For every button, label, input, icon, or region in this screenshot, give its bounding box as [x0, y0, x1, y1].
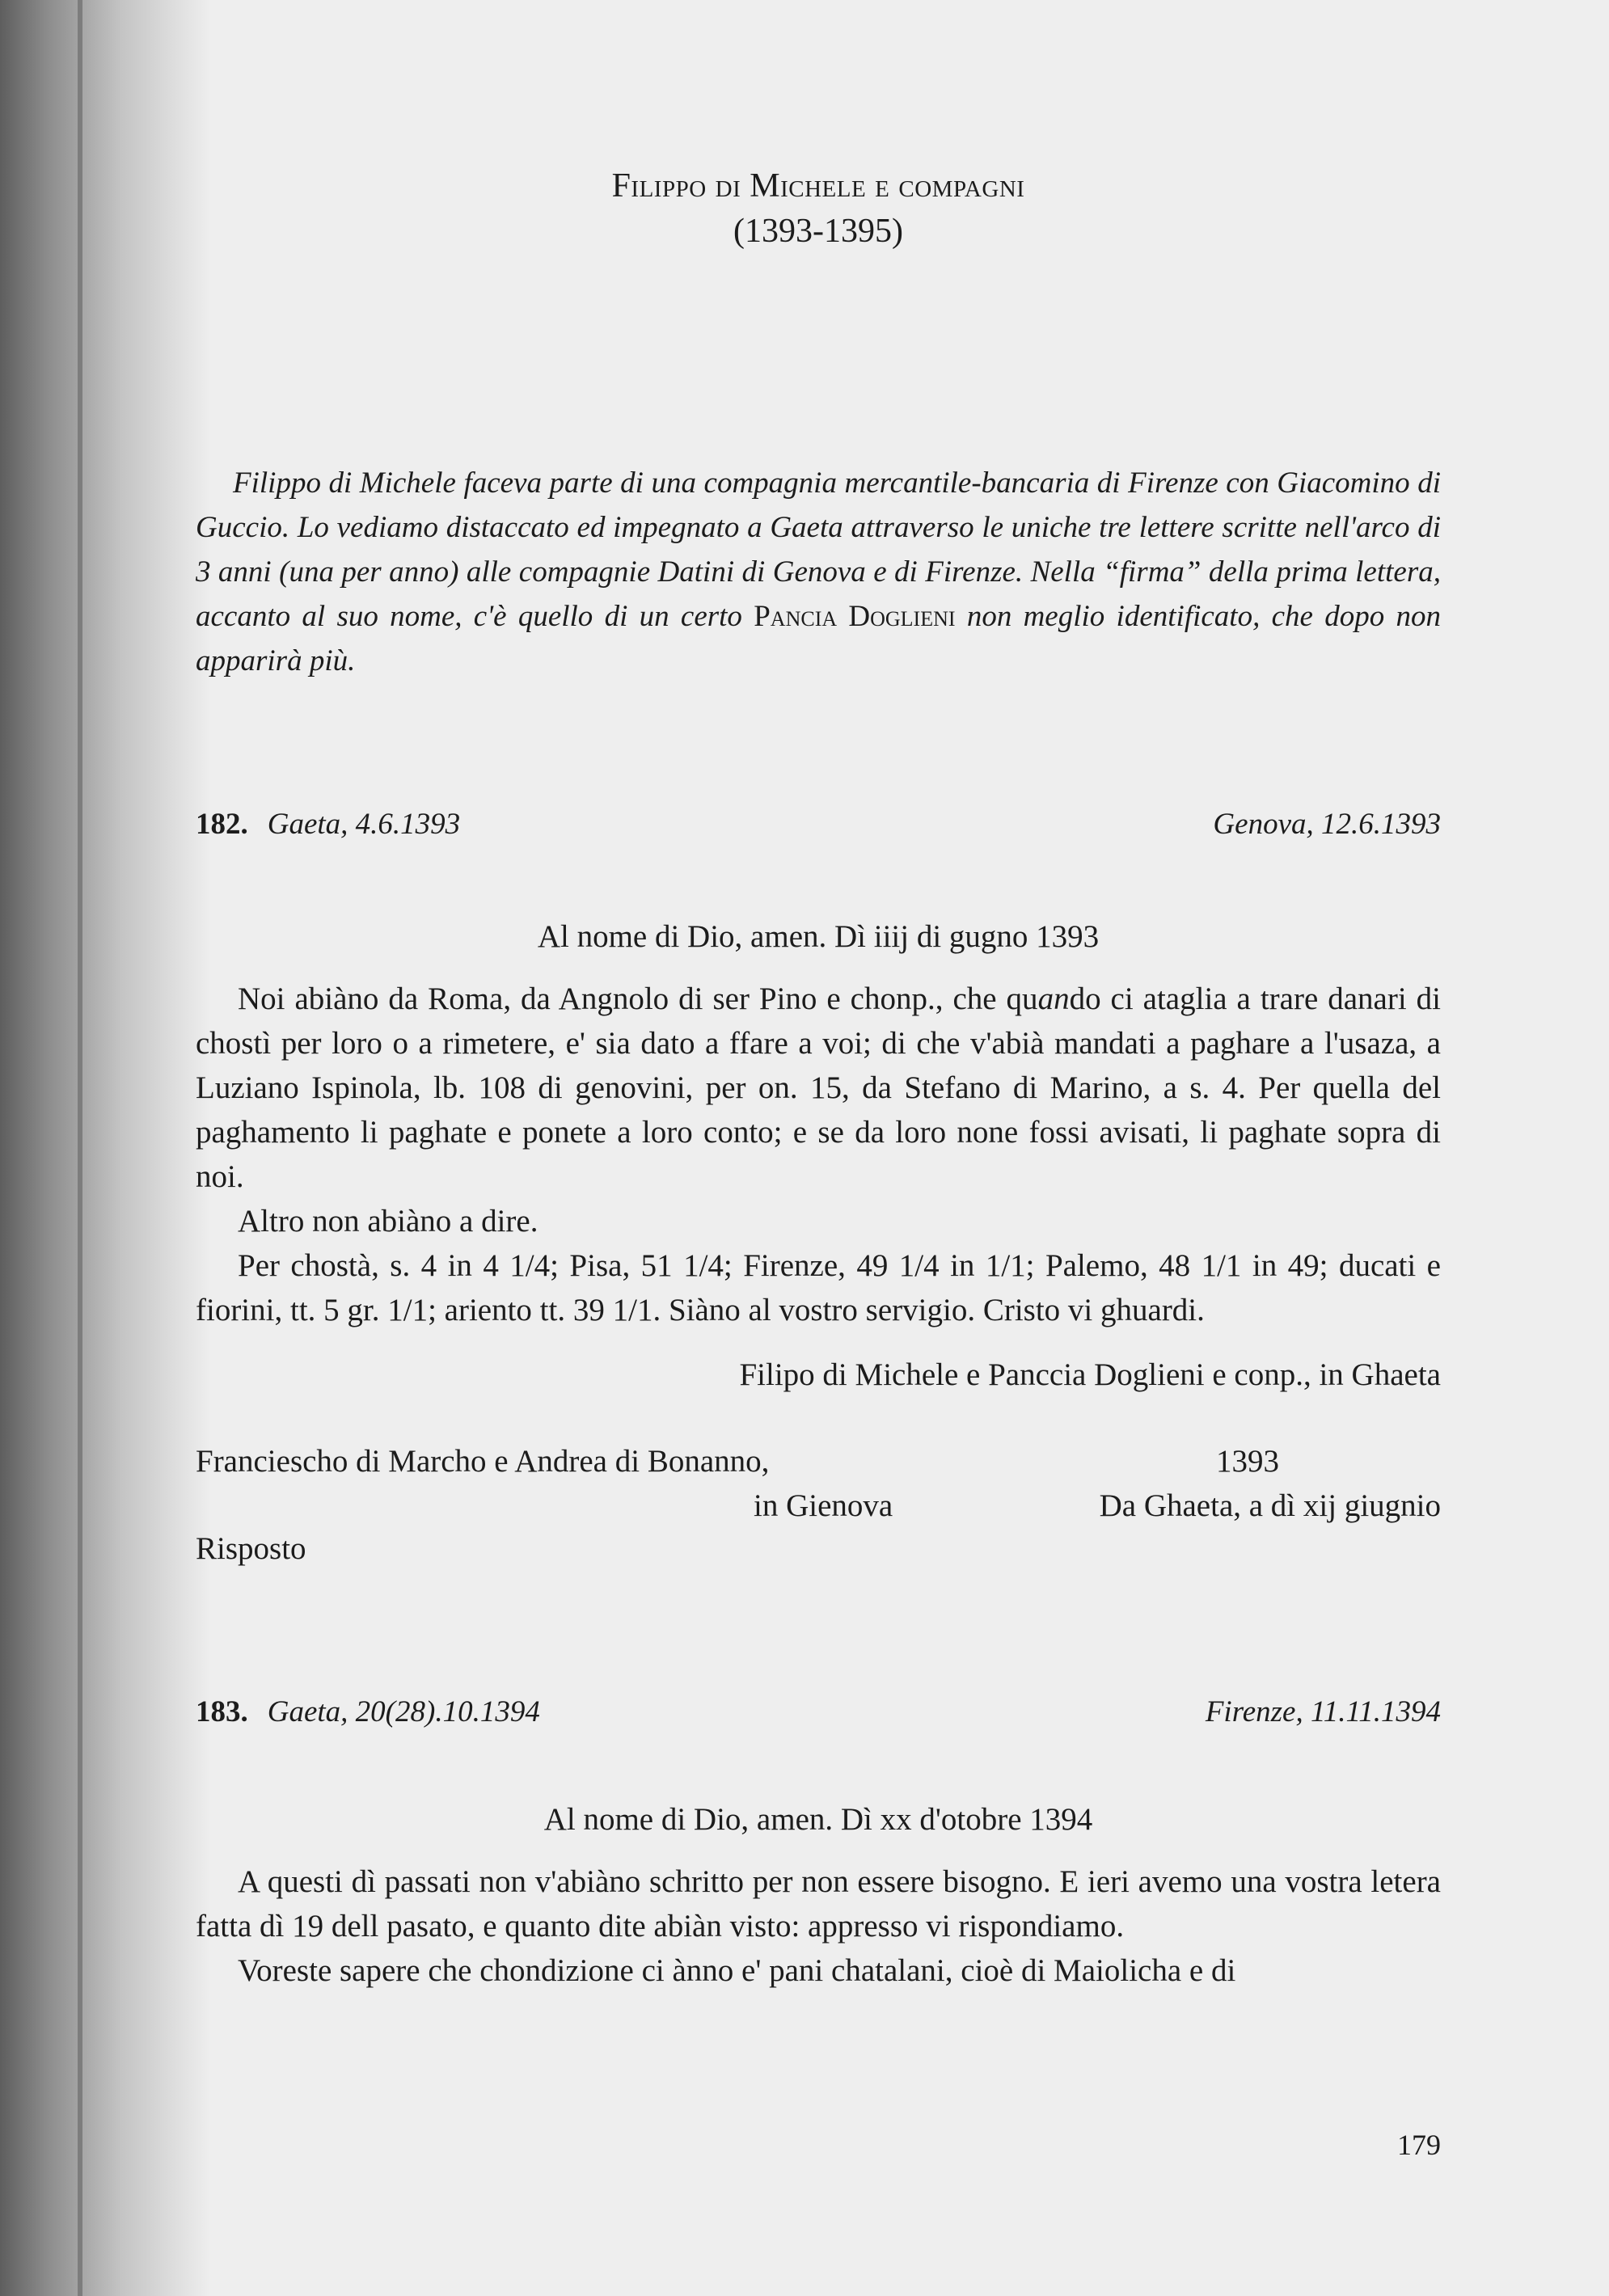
letter-body [196, 1859, 1441, 1993]
letter-header [196, 1695, 1441, 1729]
chapter-introduction [196, 461, 1441, 683]
chapter-title: Filippo di Michele e compagni [611, 167, 1025, 205]
letter-number: 182. [196, 808, 248, 841]
letter-date-line: Da Ghaeta, a dì xij giugnio [1099, 1488, 1441, 1523]
letter-invocation: Al nome di Dio, amen. Dì xx d'otobre 1394 [543, 1802, 1093, 1837]
book-page [196, 0, 1441, 2296]
letter-destination: Firenze, 11.11.1394 [1205, 1695, 1441, 1728]
letter-origin: Gaeta, 4.6.1393 [267, 808, 461, 841]
letter-place: in Gienova [754, 1488, 893, 1523]
letter-address-block [196, 1439, 1441, 1536]
intro-person-name: Pancia Doglieni [754, 600, 956, 633]
letter-body [196, 977, 1441, 1332]
page-number: 179 [1397, 2129, 1441, 2161]
chapter-dates: (1393-1395) [733, 213, 903, 250]
letter-addressee: Franciescho di Marcho e Andrea di Bonanno, [196, 1444, 770, 1479]
intro-text: Filippo di Michele faceva parte di una compagnia mercantile-bancaria di Firenze con Giacomino di Guccio. Lo vediamo distaccato ed impegnato a Gaeta attraverso le uniche tre lettere scritte nell'arco di 3 anni (una per anno) alle compagnie Datini di Genova e di Firenze. Nella “firma” della prima lettera, accanto al suo nome, c'è quello di un certo [196, 466, 1441, 633]
letter-signature: Filipo di Michele e Panccia Doglieni e conp., in Ghaeta [739, 1357, 1441, 1392]
letter-paragraph: Altro non abiàno a dire. [238, 1204, 538, 1239]
letter-header [196, 807, 1441, 842]
binding-shadow [0, 0, 210, 2296]
letter-paragraph: A questi dì passati non v'abiàno schritto per non essere bisogno. E ieri avemo una vostra letera fatta dì 19 dell pasato, e quanto dite abiàn visto: appresso vi rispondiamo. [196, 1864, 1441, 1944]
intro-text-end: non meglio identificato, che dopo non apparirà più. [196, 600, 1441, 677]
letter-year: 1393 [1216, 1444, 1279, 1479]
page-gutter-edge [78, 0, 82, 2296]
letter-number: 183. [196, 1695, 248, 1728]
letter-destination: Genova, 12.6.1393 [1213, 808, 1441, 841]
letter-paragraph: Per chostà, s. 4 in 4 1/4; Pisa, 51 1/4; Firenze, 49 1/4 in 1/1; Palemo, 48 1/1 in 49; ducati e fiorini, tt. 5 gr. 1/1; ariento tt. 39 1/1. Siàno al vostro servigio. Cristo vi ghuardi. [196, 1248, 1441, 1327]
letter-paragraph: Voreste sapere che chondizione ci ànno e' pani chatalani, cioè di Maiolicha e di [238, 1953, 1236, 1988]
letter-invocation: Al nome di Dio, amen. Dì iiij di gugno 1393 [537, 919, 1100, 954]
letter-reply-note: Risposto [196, 1531, 306, 1566]
letter-origin: Gaeta, 20(28).10.1394 [267, 1695, 540, 1728]
letter-paragraph: Noi abiàno da Roma, da Angnolo di ser Pino e chonp., che quando ci ataglia a trare danari di chostì per loro o a rimetere, e' sia dato a ffare a voi; di che v'abià mandati a paghare a l'usaza, a Luziano Ispinola, lb. 108 di genovini, per on. 15, da Stefano di Marino, a s. 4. Per quella del paghamento li paghate e ponete a loro conto; e se da loro none fossi avisati, li paghate sopra di noi. [196, 981, 1441, 1194]
